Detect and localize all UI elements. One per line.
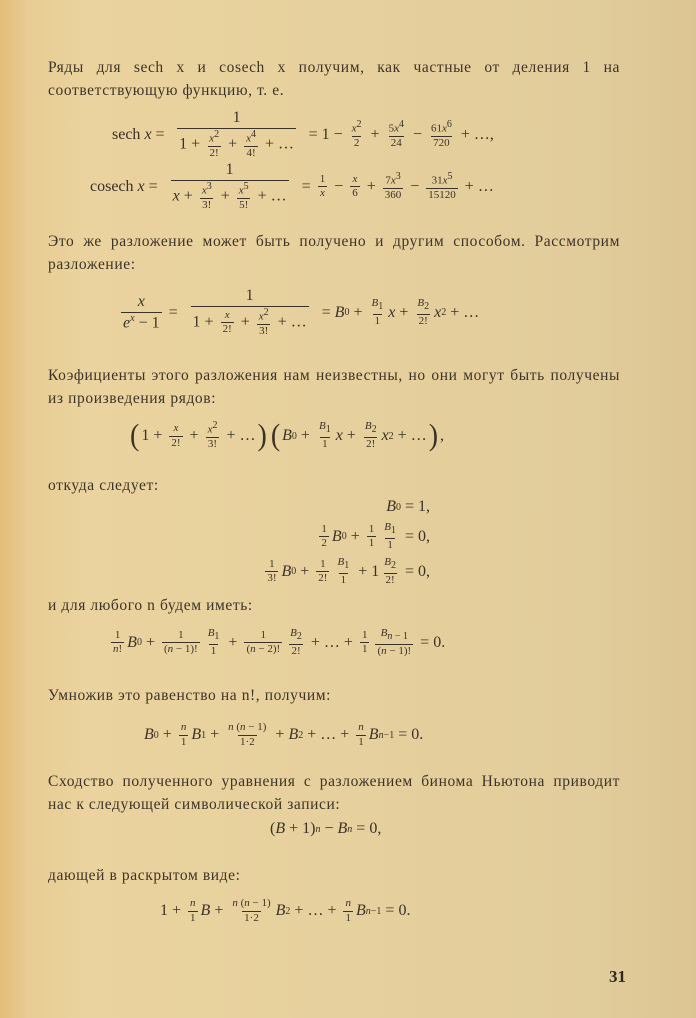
- formula-generating-function: $\frac{x}{e^x - 1}$ = 1 1 + $\frac{x}{2!}$ + $\frac{x^2}{3!}$ + … = B 0 + $\frac{B_1}{1}$ x + $\frac{B_2}{2!}$ x 2 + …: [123, 287, 480, 337]
- formula-general-recurrence: $\frac{1}{n!}$ B 0 + $\frac{1}{(n - 1)!}$ $\frac{B_1}{1}$ + $\frac{1}{(n - 2)!}$ $\frac{B_2}{2!}$ + … + $\frac{1}{1}$ $\frac{B_{n - 1}}{(n - 1)!}$ = 0.: [113, 627, 446, 657]
- formula-symbolic: ( B + 1) n − B n = 0,: [270, 820, 382, 837]
- equation-2: $\frac{1}{2}$ B 0 + $\frac{1}{1}$ $\frac{B_1}{1}$ = 0,: [321, 521, 430, 551]
- equation-1: B 0 = 1,: [386, 498, 430, 515]
- sech-fraction: 1 1 + $\frac{x^2}{2!}$ + $\frac{x^4}{4!}$ + …: [179, 109, 295, 159]
- sech-label: sech x: [112, 125, 152, 143]
- page-number: 31: [609, 967, 626, 986]
- paragraph-expanded-form: дающей в раскрытом виде:: [48, 867, 241, 884]
- cosech-label: cosech x: [90, 177, 145, 195]
- formula-expanded: 1 + $\frac{n}{1}$ B + $\frac{n (n - 1)}{1\cdot 2}$ B 2 + … + $\frac{n}{1}$ B n−1 = 0.: [160, 897, 411, 924]
- paragraph-any-n: и для любого n будем иметь:: [48, 597, 253, 614]
- formula-product: ( 1 + $\frac{x}{2!}$ + $\frac{x^2}{3!}$ + … ) ( B 0 + $\frac{B_1}{1}$ x + $\frac{B_2}{2!}$ x 2 + … ) ,: [130, 418, 445, 453]
- paragraph-intro: Ряды для sech x и cosech x получим, как частные от деления 1 на соответствующую функцию, т. е.: [48, 59, 620, 99]
- paragraph-coefficients: Коэфициенты этого разложения нам неизвестны, но они могут быть получены из произведения рядов:: [48, 367, 620, 407]
- formula-cosech: cosech x = 1 x + $\frac{x^3}{3!}$ + $\frac{x^5}{5!}$ + … = $\frac{1}{x}$ − $\frac{x}{6}$ + $\frac{7x^3}{360}$ − $\frac{31x^5}{15120}$ + …: [90, 161, 494, 211]
- formula-sech: sech x = 1 1 + $\frac{x^2}{2!}$ + $\frac{x^4}{4!}$ + … = 1 − $\frac{x^2}{2}$ + $\frac{5x^4}{24}$ − $\frac{61x^6}{720}$ + …,: [112, 109, 494, 159]
- equation-3: $\frac{1}{3!}$ B 0 + $\frac{1}{2!}$ $\frac{B_1}{1}$ + 1 $\frac{B_2}{2!}$ = 0,: [267, 556, 430, 586]
- paragraph-hence: откуда следует:: [48, 477, 159, 494]
- paragraph-binomial-analogy: Сходство полученного уравнения с разложением бинома Ньютона приводит нас к следующей символической записи:: [48, 773, 620, 813]
- formula-multiplied: B 0 + $\frac{n}{1}$ B 1 + $\frac{n (n - 1)}{1\cdot 2}$ + B 2 + … + $\frac{n}{1}$ B n−1 = 0.: [144, 721, 424, 748]
- equation-system: [200, 498, 430, 586]
- paragraph-multiply: Умножив это равенство на n!, получим:: [48, 687, 332, 704]
- paragraph-alternative: Это же разложение может быть получено и другим способом. Рассмотрим разложение:: [48, 233, 620, 273]
